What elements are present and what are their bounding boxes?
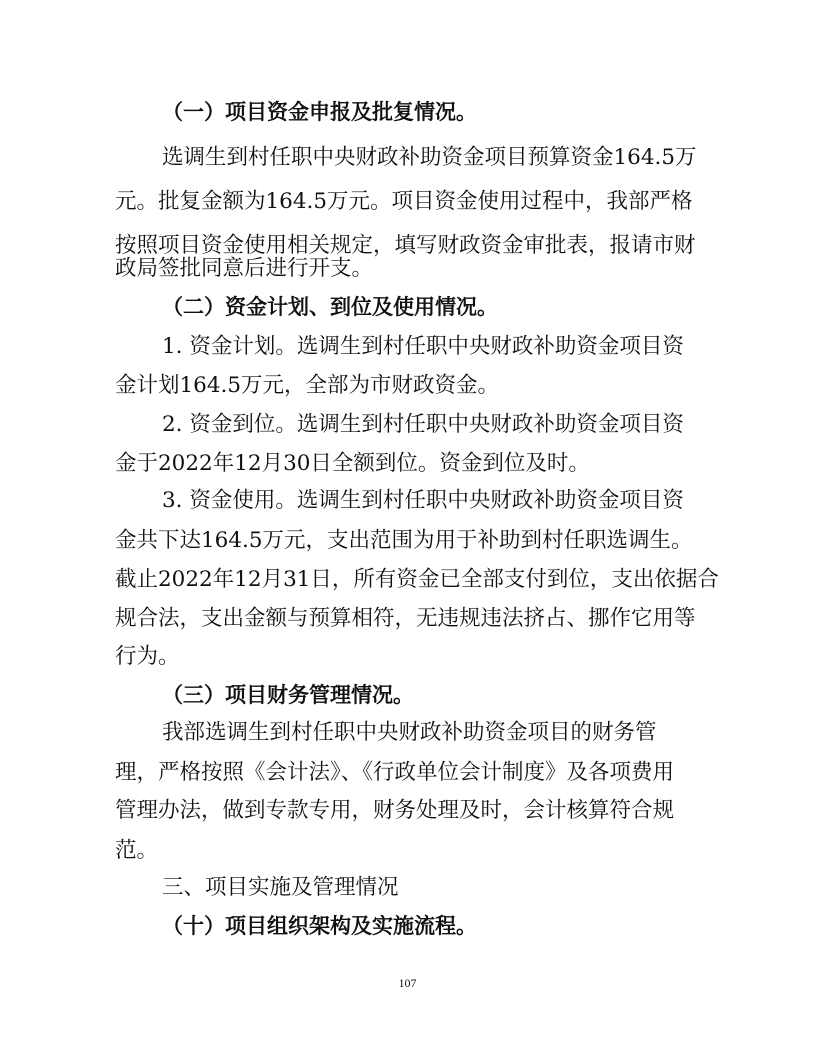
heading-2: （二）资金计划、到位及使用情况。	[162, 295, 498, 319]
list-item-3-line: 3. 资金使用。选调生到村任职中央财政补助资金项目资	[162, 488, 684, 513]
list-item-1-line: 金计划164.5万元，全部为市财政资金。	[115, 373, 500, 398]
list-item-3-line: 行为。	[115, 644, 180, 669]
section-title: 三、项目实施及管理情况	[162, 875, 399, 900]
paragraph-line: 我部选调生到村任职中央财政补助资金项目的财务管	[162, 720, 657, 745]
paragraph-line: 按照项目资金使用相关规定，填写财政资金审批表，报请市财	[115, 233, 696, 258]
paragraph-line: 元。批复金额为164.5万元。项目资金使用过程中，我部严格	[115, 189, 693, 214]
paragraph-line: 选调生到村任职中央财政补助资金项目预算资金164.5万	[162, 145, 697, 170]
paragraph-line: 理，严格按照《会计法》、《行政单位会计制度》及各项费用	[115, 760, 675, 785]
list-item-3-line: 金共下达164.5万元，支出范围为用于补助到村任职选调生。	[115, 528, 693, 553]
page-number: 107	[398, 976, 417, 990]
list-item-3-line: 规合法，支出金额与预算相符，无违规违法挤占、挪作它用等	[115, 606, 696, 631]
paragraph-line: 政局签批同意后进行开支。	[115, 256, 374, 281]
heading-10: （十）项目组织架构及实施流程。	[162, 914, 477, 938]
paragraph-line: 管理办法，做到专款专用，财务处理及时，会计核算符合规	[115, 798, 675, 823]
list-item-2-line: 金于2022年12月30日全额到位。资金到位及时。	[115, 451, 590, 476]
list-item-1-line: 1. 资金计划。选调生到村任职中央财政补助资金项目资	[162, 334, 684, 359]
paragraph-line: 范。	[115, 838, 159, 863]
heading-1: （一）项目资金申报及批复情况。	[162, 100, 477, 124]
heading-3: （三）项目财务管理情况。	[162, 683, 414, 707]
list-item-3-line: 截止2022年12月31日，所有资金已全部支付到位，支出依据合	[115, 567, 719, 592]
list-item-2-line: 2. 资金到位。选调生到村任职中央财政补助资金项目资	[162, 412, 684, 437]
